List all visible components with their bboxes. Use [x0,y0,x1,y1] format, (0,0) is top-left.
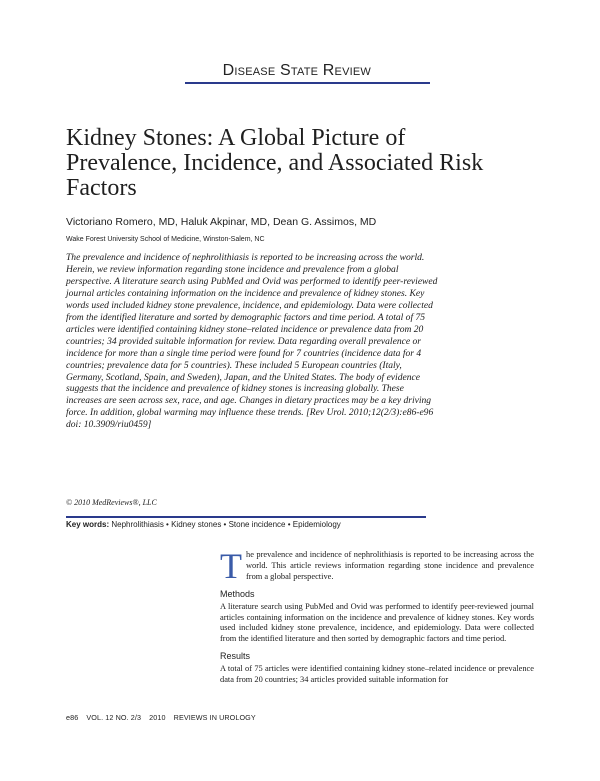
keywords-label: Key words: [66,520,110,529]
article-authors: Victoriano Romero, MD, Haluk Akpinar, MD, Dean G. Assimos, MD [66,216,377,228]
results-text: A total of 75 articles were identified containing kidney stone–related incidence or prevalence data from 20 countries; 34 articles provided suitable information for [220,664,534,685]
keywords-list: Nephrolithiasis • Kidney stones • Stone incidence • Epidemiology [111,520,341,529]
page-footer [66,713,262,722]
keywords [66,520,341,529]
intro-paragraph [220,546,534,586]
journal-name: REVIEWS IN UROLOGY [173,713,256,722]
page-number: e86 [66,713,79,722]
abstract [66,252,438,431]
section-heading: Disease State Review [222,62,371,79]
intro-text: he prevalence and incidence of nephrolithiasis is reported to be increasing across the world. This article reviews information regarding stone incidence and prevalence from a global perspective. [246,550,534,581]
drop-cap: T [220,546,242,586]
author-affiliation: Wake Forest University School of Medicine, Winston-Salem, NC [66,236,265,243]
body-column [220,546,534,686]
methods-heading: Methods [220,588,255,599]
article-title: Kidney Stones: A Global Picture of Prevalence, Incidence, and Associated Risk Factors [66,125,484,201]
abstract-text: The prevalence and incidence of nephrolithiasis is reported to be increasing across the world. Herein, we review information regarding stone incidence and prevalence from a global perspective. A literature search using PubMed and Ovid was performed to identify peer-reviewed journal articles containing information on the incidence and prevalence of kidney stones. Key words used included kidney stone prevalence, incidence, and epidemiology. Data were collected from the identified literature and sorted by demographic factors and time period. A total of 75 articles were identified containing kidney stone–related incidence or prevalence data from 20 countries; 34 provided suitable information for review. Data regarding overall prevalence or incidence for more than a single time period were found for 7 countries (incidence data for 4 countries; prevalence data for 5 countries). These included 5 European countries (Italy, Germany, Scotland, Spain, and Sweden), Japan, and the United States. The body of evidence suggests that the incidence and prevalence of kidney stones is increasing globally. These increases are seen across sex, race, and age. Changes in dietary practices may be a key driving force. In addition, global warming may influence these trends. [66,252,438,419]
footer-year: 2010 [149,713,166,722]
results-heading: Results [220,651,251,662]
keywords-rule [66,516,426,518]
abstract-citation: [Rev Urol. 2010;12(2/3):e86-e96 doi: 10.3909/riu0459] [66,407,434,431]
copyright-notice: © 2010 MedReviews®, LLC [66,498,157,507]
methods-text: A literature search using PubMed and Ovid was performed to identify peer-reviewed journal articles containing information on the incidence and prevalence of kidney stones. Key words used included kidney stone prevalence, incidence, and epidemiology. Data were collected from the identified literature and then sorted by demographic factors and time period. [220,601,534,644]
volume-info: VOL. 12 NO. 2/3 [86,713,142,722]
section-rule [185,82,430,84]
